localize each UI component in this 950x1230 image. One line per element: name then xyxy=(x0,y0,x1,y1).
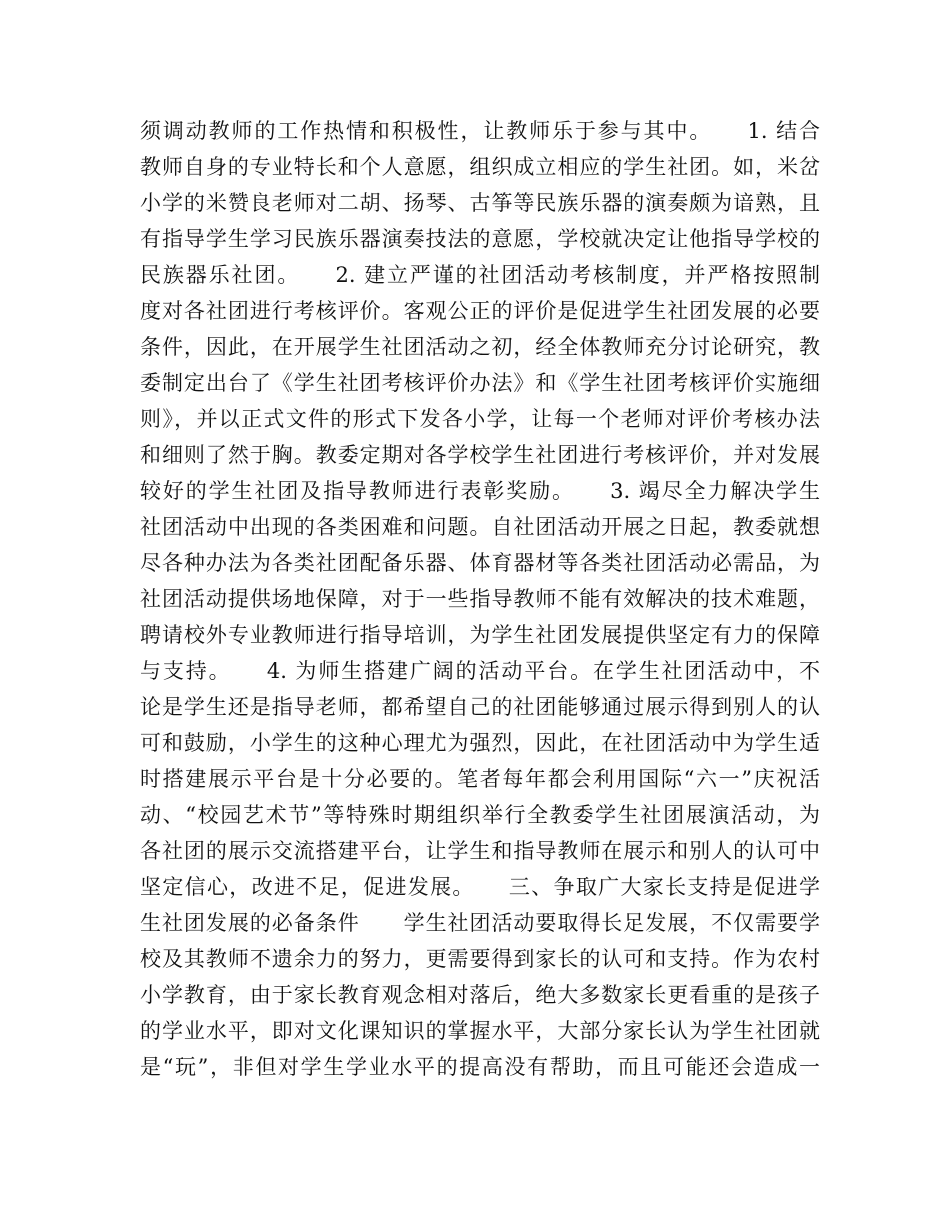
text-line: 聘请校外专业教师进行指导培训，为学生社团发展提供坚定有力的保障 xyxy=(140,623,820,647)
text-line: 社团活动提供场地保障，对于一些指导教师不能有效解决的技术难题， xyxy=(140,587,820,611)
text-line: 和细则了然于胸。教委定期对各学校学生社团进行考核评价，并对发展 xyxy=(140,443,820,467)
text-line: 生社团发展的必备条件 学生社团活动要取得长足发展，不仅需要学 xyxy=(140,911,820,935)
text-line: 与支持。 4. 为师生搭建广阔的活动平台。在学生社团活动中，不 xyxy=(140,659,820,683)
text-line: 坚定信心，改进不足，促进发展。 三、争取广大家长支持是促进学 xyxy=(140,875,820,899)
text-line: 民族器乐社团。 2. 建立严谨的社团活动考核制度，并严格按照制 xyxy=(140,263,820,287)
text-line: 度对各社团进行考核评价。客观公正的评价是促进学生社团发展的必要 xyxy=(140,299,820,323)
text-line: 委制定出台了《学生社团考核评价办法》和《学生社团考核评价实施细 xyxy=(140,371,820,395)
text-line: 各社团的展示交流搭建平台，让学生和指导教师在展示和别人的认可中 xyxy=(140,839,820,863)
text-line: 是“玩”，非但对学生学业水平的提高没有帮助，而且可能还会造成一 xyxy=(140,1055,820,1079)
text-line: 小学教育，由于家长教育观念相对落后，绝大多数家长更看重的是孩子 xyxy=(140,983,820,1007)
text-line: 条件，因此，在开展学生社团活动之初，经全体教师充分讨论研究，教 xyxy=(140,335,820,359)
text-line: 论是学生还是指导老师，都希望自己的社团能够通过展示得到别人的认 xyxy=(140,695,820,719)
text-line: 校及其教师不遗余力的努力，更需要得到家长的认可和支持。作为农村 xyxy=(140,947,820,971)
text-line: 教师自身的专业特长和个人意愿，组织成立相应的学生社团。如，米岔 xyxy=(140,155,820,179)
text-line: 可和鼓励，小学生的这种心理尤为强烈，因此，在社团活动中为学生适 xyxy=(140,731,820,755)
text-line: 须调动教师的工作热情和积极性，让教师乐于参与其中。 1. 结合 xyxy=(140,119,820,143)
text-line: 社团活动中出现的各类困难和问题。自社团活动开展之日起，教委就想 xyxy=(140,515,820,539)
text-line: 的学业水平，即对文化课知识的掌握水平，大部分家长认为学生社团就 xyxy=(140,1019,820,1043)
text-line: 尽各种办法为各类社团配备乐器、体育器材等各类社团活动必需品，为 xyxy=(140,551,820,575)
text-line: 则》，并以正式文件的形式下发各小学，让每一个老师对评价考核办法 xyxy=(140,407,820,431)
text-line: 较好的学生社团及指导教师进行表彰奖励。 3. 竭尽全力解决学生 xyxy=(140,479,820,503)
text-line: 小学的米赞良老师对二胡、扬琴、古筝等民族乐器的演奏颇为谙熟，且 xyxy=(140,191,820,215)
text-line: 时搭建展示平台是十分必要的。笔者每年都会利用国际“六一”庆祝活 xyxy=(140,767,820,791)
body-text xyxy=(140,113,820,1085)
text-line: 动、“校园艺术节”等特殊时期组织举行全教委学生社团展演活动，为 xyxy=(140,803,820,827)
text-line: 有指导学生学习民族乐器演奏技法的意愿，学校就决定让他指导学校的 xyxy=(140,227,820,251)
